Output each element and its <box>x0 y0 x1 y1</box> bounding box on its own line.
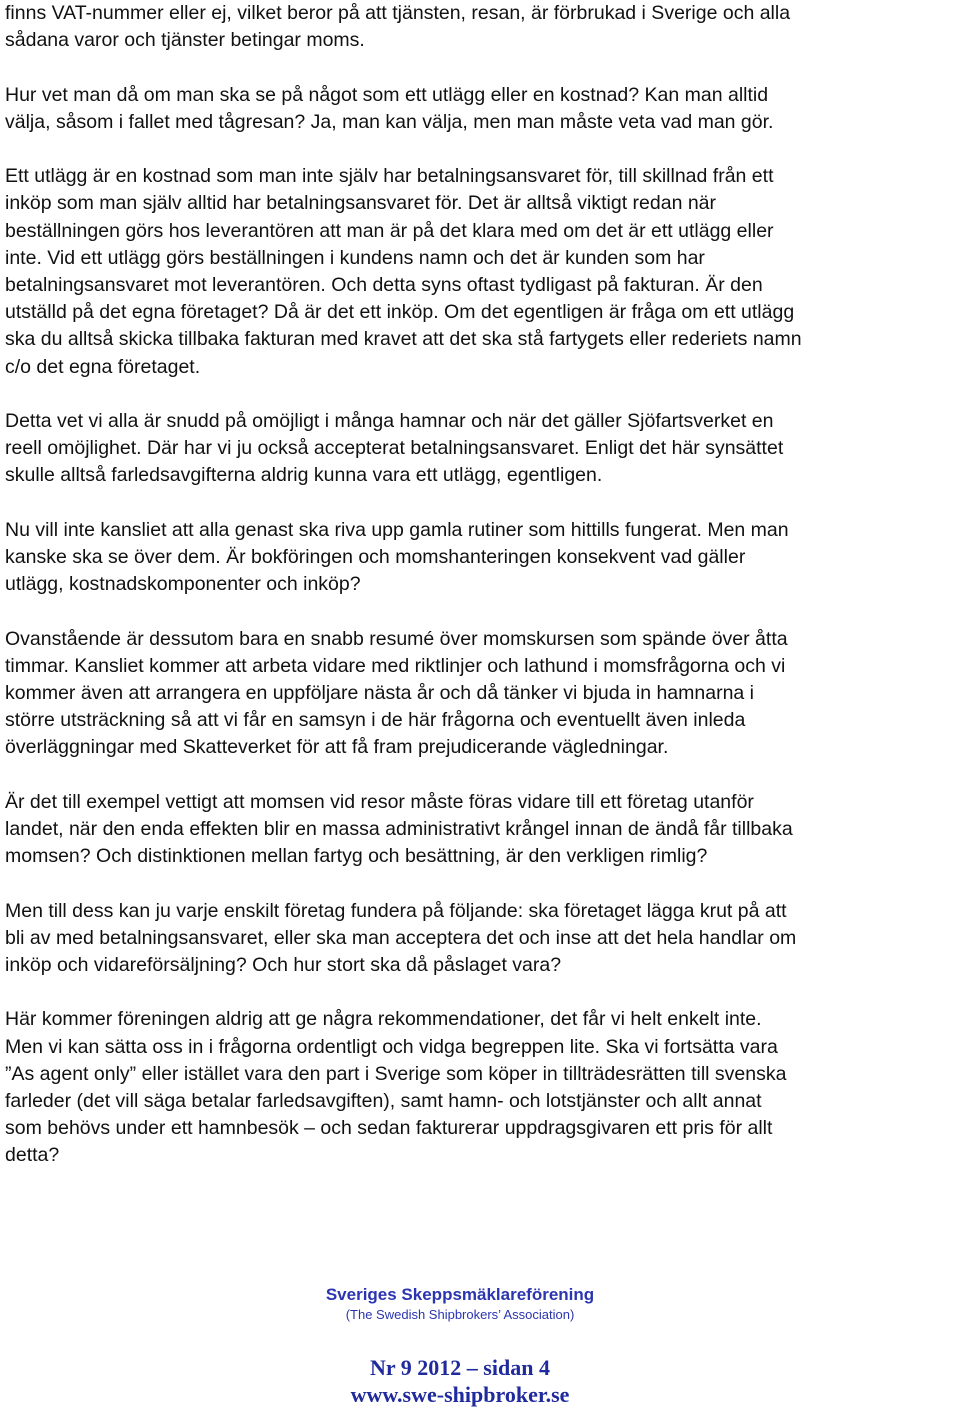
paragraph-line: Men till dess kan ju varje enskilt företag fundera på följande: ska företaget lägga krut på att <box>5 899 787 922</box>
body-text <box>5 0 960 1170</box>
paragraph-line: överläggningar med Skatteverket för att få fram prejudicerande vägledningar. <box>5 736 669 759</box>
paragraph-line: timmar. Kansliet kommer att arbeta vidare med riktlinjer och lathund i momsfrågorna och vi <box>5 654 786 677</box>
paragraph-line: c/o det egna företaget. <box>5 355 201 378</box>
paragraph-line: detta? <box>5 1144 60 1167</box>
paragraph-line: ska du alltså skicka tillbaka fakturan med kravet att det ska stå fartygets eller rederiets namn <box>5 328 802 351</box>
paragraph-line: inköp och vidareförsäljning? Och hur stort ska då påslaget vara? <box>5 954 562 976</box>
paragraph-line: Här kommer föreningen aldrig att ge några rekommendationer, det får vi helt enkelt inte. <box>5 1008 762 1031</box>
paragraph-line: inköp som man själv alltid har betalningsansvaret för. Det är alltså viktigt redan när <box>5 192 717 215</box>
paragraph-line: Nu vill inte kansliet att alla genast ska riva upp gamla rutiner som hittills fungerat. Men man <box>5 518 789 541</box>
footer-issue-page: Nr 9 2012 – sidan 4 <box>370 1355 550 1380</box>
footer-organization-english: (The Swedish Shipbrokers’ Association) <box>345 1307 575 1322</box>
paragraph-line: Hur vet man då om man ska se på något som ett utlägg eller en kostnad? Kan man alltid <box>5 83 769 106</box>
paragraph-line: Är det till exempel vettigt att momsen vid resor måste föras vidare till ett företag utanför <box>5 790 754 813</box>
paragraph-line: inte. Vid ett utlägg görs beställningen i kundens namn och det är kunden som har <box>5 246 705 269</box>
paragraph-line: Ett utlägg är en kostnad som man inte själv har betalningsansvaret för, till skillnad från ett <box>5 165 774 188</box>
paragraph-2 <box>5 82 960 136</box>
paragraph-8 <box>5 898 960 980</box>
paragraph-line: Men vi kan sätta oss in i frågorna ordentligt och vidga begreppen lite. Ska vi fortsätta vara <box>5 1035 778 1058</box>
footer-website-link[interactable]: www.swe-shipbroker.se <box>350 1382 570 1407</box>
paragraph-line: finns VAT-nummer eller ej, vilket beror på att tjänsten, resan, är förbrukad i Sverige och alla <box>5 2 791 24</box>
paragraph-1 <box>5 0 960 54</box>
paragraph-line: reell omöjlighet. Där har vi ju också accepterat betalningsansvaret. Enligt det här synsättet <box>5 437 784 460</box>
paragraph-6 <box>5 626 960 762</box>
paragraph-line: landet, när den enda effekten blir en massa administrativt krångel innan de ändå får tillbaka <box>5 818 793 840</box>
paragraph-3 <box>5 163 960 381</box>
paragraph-line: skulle alltså farledsavgifterna aldrig kunna vara ett utlägg, egentligen. <box>5 464 603 487</box>
paragraph-line: beställningen görs hos leverantören att man är på det klara med om det är ett utlägg eller <box>5 219 774 242</box>
paragraph-line: bli av med betalningsansvaret, eller ska man acceptera det och inse att det hela handlar om <box>5 926 797 949</box>
paragraph-9 <box>5 1006 960 1169</box>
paragraph-5 <box>5 517 960 599</box>
paragraph-line: momsen? Och distinktionen mellan fartyg och besättning, är den verkligen rimlig? <box>5 845 708 868</box>
paragraph-line: som behövs under ett hamnbesök – och sedan fakturerar uppdragsgivaren ett pris för allt <box>5 1117 773 1140</box>
paragraph-line: Ovanstående är dessutom bara en snabb resumé över momskursen som spände över åtta <box>5 627 788 650</box>
paragraph-line: betalningsansvaret mot leverantören. Och detta syns oftast tydligast på fakturan. Är den <box>5 274 763 296</box>
paragraph-line: kanske ska se över dem. Är bokföringen och momshanteringen konsekvent vad gäller <box>5 546 746 568</box>
paragraph-line: välja, såsom i fallet med tågresan? Ja, man kan välja, men man måste veta vad man gör. <box>5 110 774 133</box>
paragraph-line: kommer även att arrangera en uppföljare nästa år och då tänker vi bjuda in hamnarna i <box>5 682 755 704</box>
paragraph-line: farleder (det vill säga betalar farledsavgiften), samt hamn- och lotstjänster och allt annat <box>5 1090 762 1112</box>
paragraph-line: utlägg, kostnadskomponenter och inköp? <box>5 573 361 596</box>
paragraph-line: utställd på det egna företaget? Då är det ett inköp. Om det egentligen är fråga om ett utlägg <box>5 301 795 324</box>
paragraph-line: sådana varor och tjänster betingar moms. <box>5 29 365 52</box>
footer-organization-name: Sveriges Skeppsmäklareförening <box>325 1285 595 1304</box>
paragraph-4 <box>5 408 960 490</box>
paragraph-line: ”As agent only” eller istället vara den part i Sverige som köper in tillträdesrätten till svenska <box>5 1062 787 1085</box>
paragraph-line: Detta vet vi alla är snudd på omöjligt i många hamnar och när det gäller Sjöfartsverket en <box>5 410 774 432</box>
paragraph-7 <box>5 789 960 871</box>
paragraph-line: större utsträckning så att vi får en samsyn i de här frågorna och eventuellt även inleda <box>5 709 746 732</box>
